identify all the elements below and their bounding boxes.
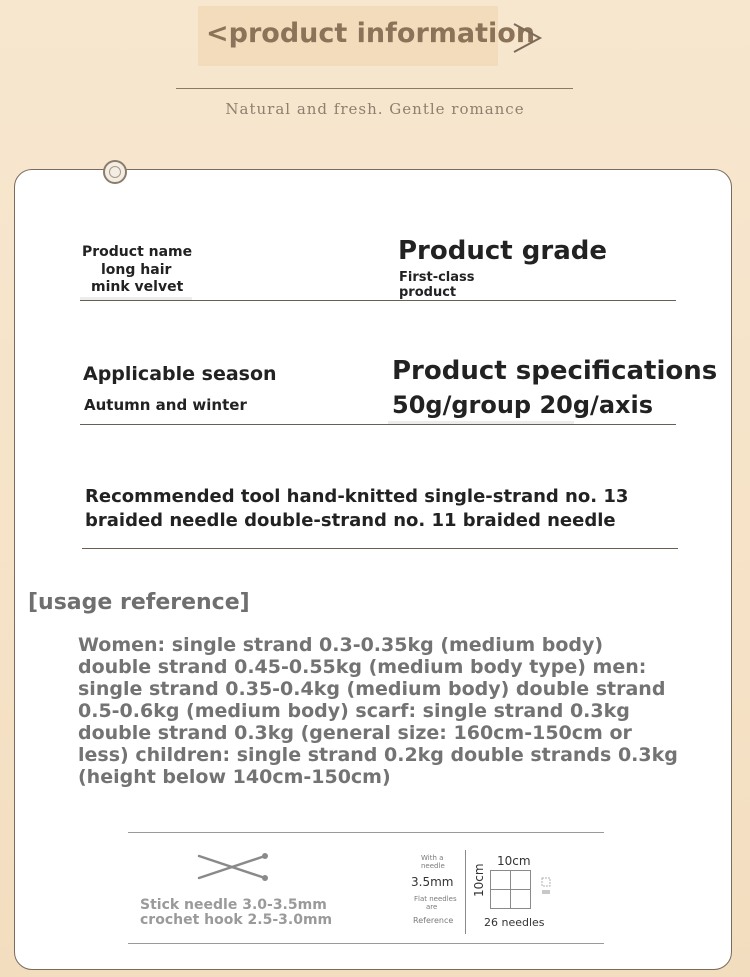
row2-divider — [80, 424, 676, 425]
product-specifications-value: 50g/group 20g/axis — [392, 391, 653, 419]
applicable-season-label: Applicable season — [83, 363, 277, 385]
recommended-tool-line2: braided needle double-strand no. 11 braided needle — [85, 510, 616, 531]
product-grade-label: Product grade — [398, 236, 607, 266]
page-title: <product information — [206, 18, 536, 49]
gauge-width: 10cm — [497, 854, 531, 868]
gauge-needles-count: 26 needles — [484, 916, 545, 929]
usage-reference-text: Women: single strand 0.3-0.35kg (medium body) double strand 0.45-0.55kg (medium body type) men: single strand 0.35-0.4kg (medium body) double strand 0.5-0.6kg (medium body) scarf: single strand 0.3kg double strand 0.3kg (general size: 160cm-150cm or less) children: single strand 0.2kg double strands 0.3kg (height below 140cm-150cm) — [78, 634, 678, 788]
stick-needle-size: Stick needle 3.0-3.5mm — [140, 897, 327, 913]
usage-reference-heading: [usage reference] — [28, 590, 250, 615]
gauge-needle-size: 3.5mm — [411, 875, 454, 889]
gauge-flat-needles-1: Flat needles — [414, 895, 457, 903]
gauge-height: 10cm — [472, 863, 486, 897]
gauge-flat-needles-2: are — [426, 903, 438, 911]
gauge-reference: Reference — [413, 916, 454, 925]
page-subtitle: Natural and fresh. Gentle romance — [225, 100, 525, 118]
needle-sizes — [140, 898, 332, 928]
product-name-label: Product name — [82, 244, 193, 260]
gauge-divider — [465, 850, 466, 934]
header-divider — [176, 88, 573, 89]
recommended-tool-line1: Recommended tool hand-knitted single-strand no. 13 — [85, 486, 629, 507]
gauge-with-a-needle-2: needle — [421, 862, 445, 870]
gauge-with-a-needle-1: With a — [421, 854, 444, 862]
chevron-right-icon — [510, 20, 544, 56]
product-specifications-label: Product specifications — [392, 356, 718, 386]
product-name-value-line2: mink velvet — [91, 279, 184, 295]
product-grade-value-line2: product — [399, 285, 457, 300]
applicable-season-value: Autumn and winter — [84, 396, 247, 414]
product-name-value-line1: long hair — [101, 262, 172, 278]
row3-divider — [82, 548, 678, 549]
crochet-hook-size: crochet hook 2.5-3.0mm — [140, 912, 333, 928]
card-ring-icon — [103, 160, 127, 184]
crossed-needles-icon — [195, 850, 269, 884]
product-grade-value-line1: First-class — [399, 270, 475, 285]
gauge-grid-swatch — [490, 870, 554, 910]
row1-divider — [80, 300, 676, 301]
